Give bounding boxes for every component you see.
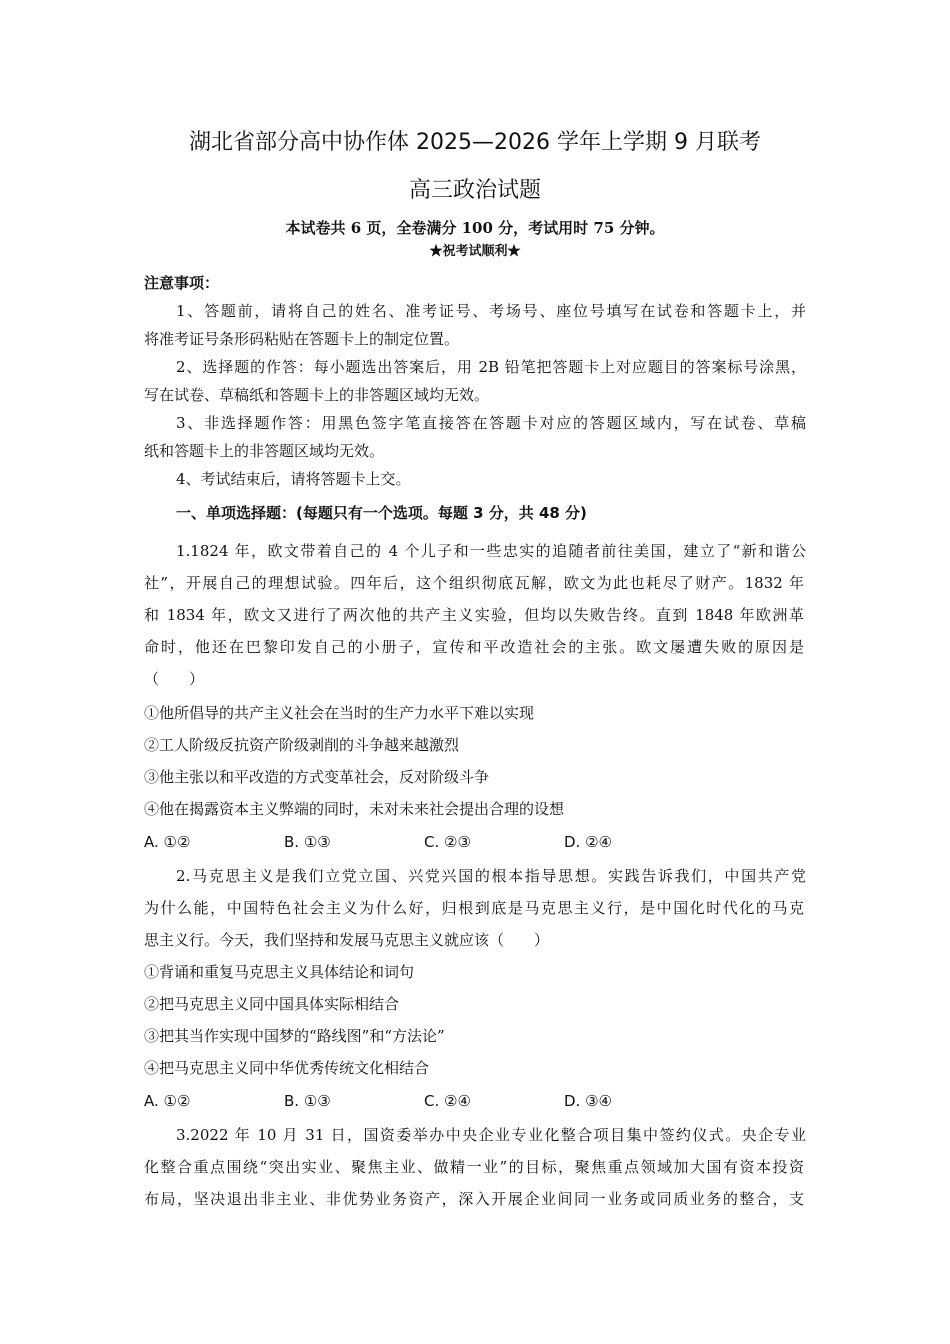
section-heading: 一、单项选择题：(每题只有一个选项。每题 3 分，共 48 分) [176, 504, 587, 522]
q2-statement-4: ④把马克思主义同中华优秀传统文化相结合 [144, 1059, 430, 1077]
notice-item-3-line-2: 纸和答题卡上的非答题区域均无效。 [144, 442, 385, 460]
q3-line-1: 3.2022 年 10 月 31 日，国资委举办中央企业专业化整合项目集中签约仪式。央企专业 [176, 1126, 806, 1144]
notice-heading: 注意事项： [144, 274, 220, 292]
q2-line-3: 思主义行。今天，我们坚持和发展马克思主义就应该（ ） [144, 931, 550, 949]
exam-info: 本试卷共 6 页，全卷满分 100 分，考试用时 75 分钟。 [285, 219, 665, 237]
q2-option-d: D. ③④ [564, 1092, 612, 1110]
q2-statement-2: ②把马克思主义同中国具体实际相结合 [144, 995, 400, 1013]
notice-item-2-line-1: 2、选择题的作答：每小题选出答案后，用 2B 铅笔把答题卡上对应题目的答案标号涂黑， [176, 358, 806, 376]
q3-line-3: 布局，坚决退出非主业、非优势业务资产，深入开展企业间同一业务或同质业务的整合，支 [144, 1190, 804, 1208]
q1-option-b: B. ①③ [284, 833, 331, 851]
q1-option-d: D. ②④ [564, 833, 612, 851]
notice-item-3-line-1: 3、非选择题作答：用黑色签字笔直接答在答题卡对应的答题区域内，写在试卷、草稿 [176, 414, 806, 432]
q1-statement-4: ④他在揭露资本主义弊端的同时，未对未来社会提出合理的设想 [144, 800, 565, 818]
q1-line-3: 和 1834 年，欧文又进行了两次他的共产主义实验，但均以失败告终。直到 1848 年欧洲革 [144, 606, 804, 624]
notice-item-1-line-2: 将准考证号条形码粘贴在答题卡上的制定位置。 [144, 330, 460, 348]
q1-line-1: 1.1824 年，欧文带着自己的 4 个儿子和一些忠实的追随者前往美国，建立了“新和谐公 [176, 542, 806, 560]
q1-statement-3: ③他主张以和平改造的方式变革社会，反对阶级斗争 [144, 768, 490, 786]
q1-option-a: A. ①② [144, 833, 191, 851]
q2-option-b: B. ①③ [284, 1092, 331, 1110]
q2-line-1: 2.马克思主义是我们立党立国、兴党兴国的根本指导思想。实践告诉我们，中国共产党 [176, 867, 806, 885]
notice-item-1-line-1: 1、答题前，请将自己的姓名、准考证号、考场号、座位号填写在试卷和答题卡上，并 [176, 302, 806, 320]
q1-statement-2: ②工人阶级反抗资产阶级剥削的斗争越来越激烈 [144, 736, 460, 754]
q2-option-a: A. ①② [144, 1092, 191, 1110]
q1-line-2: 社”，开展自己的理想试验。四年后，这个组织彻底瓦解，欧文为此也耗尽了财产。1832 年 [144, 574, 804, 592]
exam-title: 湖北省部分高中协作体 2025—2026 学年上学期 9 月联考 [189, 130, 761, 155]
notice-item-4: 4、考试结束后，请将答题卡上交。 [176, 470, 411, 488]
q1-line-5: （ ） [144, 670, 205, 688]
q3-line-2: 化整合重点围绕“突出实业、聚焦主业、做精一业”的目标，聚焦重点领域加大国有资本投资 [144, 1158, 804, 1176]
q1-statement-1: ①他所倡导的共产主义社会在当时的生产力水平下难以实现 [144, 704, 535, 722]
q2-statement-3: ③把其当作实现中国梦的“路线图”和“方法论” [144, 1027, 445, 1045]
exam-subject-title: 高三政治试题 [408, 178, 541, 203]
q1-line-4: 命时，他还在巴黎印发自己的小册子，宣传和平改造社会的主张。欧文屡遭失败的原因是 [144, 638, 804, 656]
q2-line-2: 为什么能，中国特色社会主义为什么好，归根到底是马克思主义行，是中国化时代化的马克 [144, 899, 804, 917]
notice-item-2-line-2: 写在试卷、草稿纸和答题卡上的非答题区域均无效。 [144, 386, 490, 404]
blessing-text: ★祝考试顺利★ [429, 244, 521, 259]
q1-option-c: C. ②③ [424, 833, 471, 851]
q2-statement-1: ①背诵和重复马克思主义具体结论和词句 [144, 963, 415, 981]
q2-option-c: C. ②④ [424, 1092, 471, 1110]
